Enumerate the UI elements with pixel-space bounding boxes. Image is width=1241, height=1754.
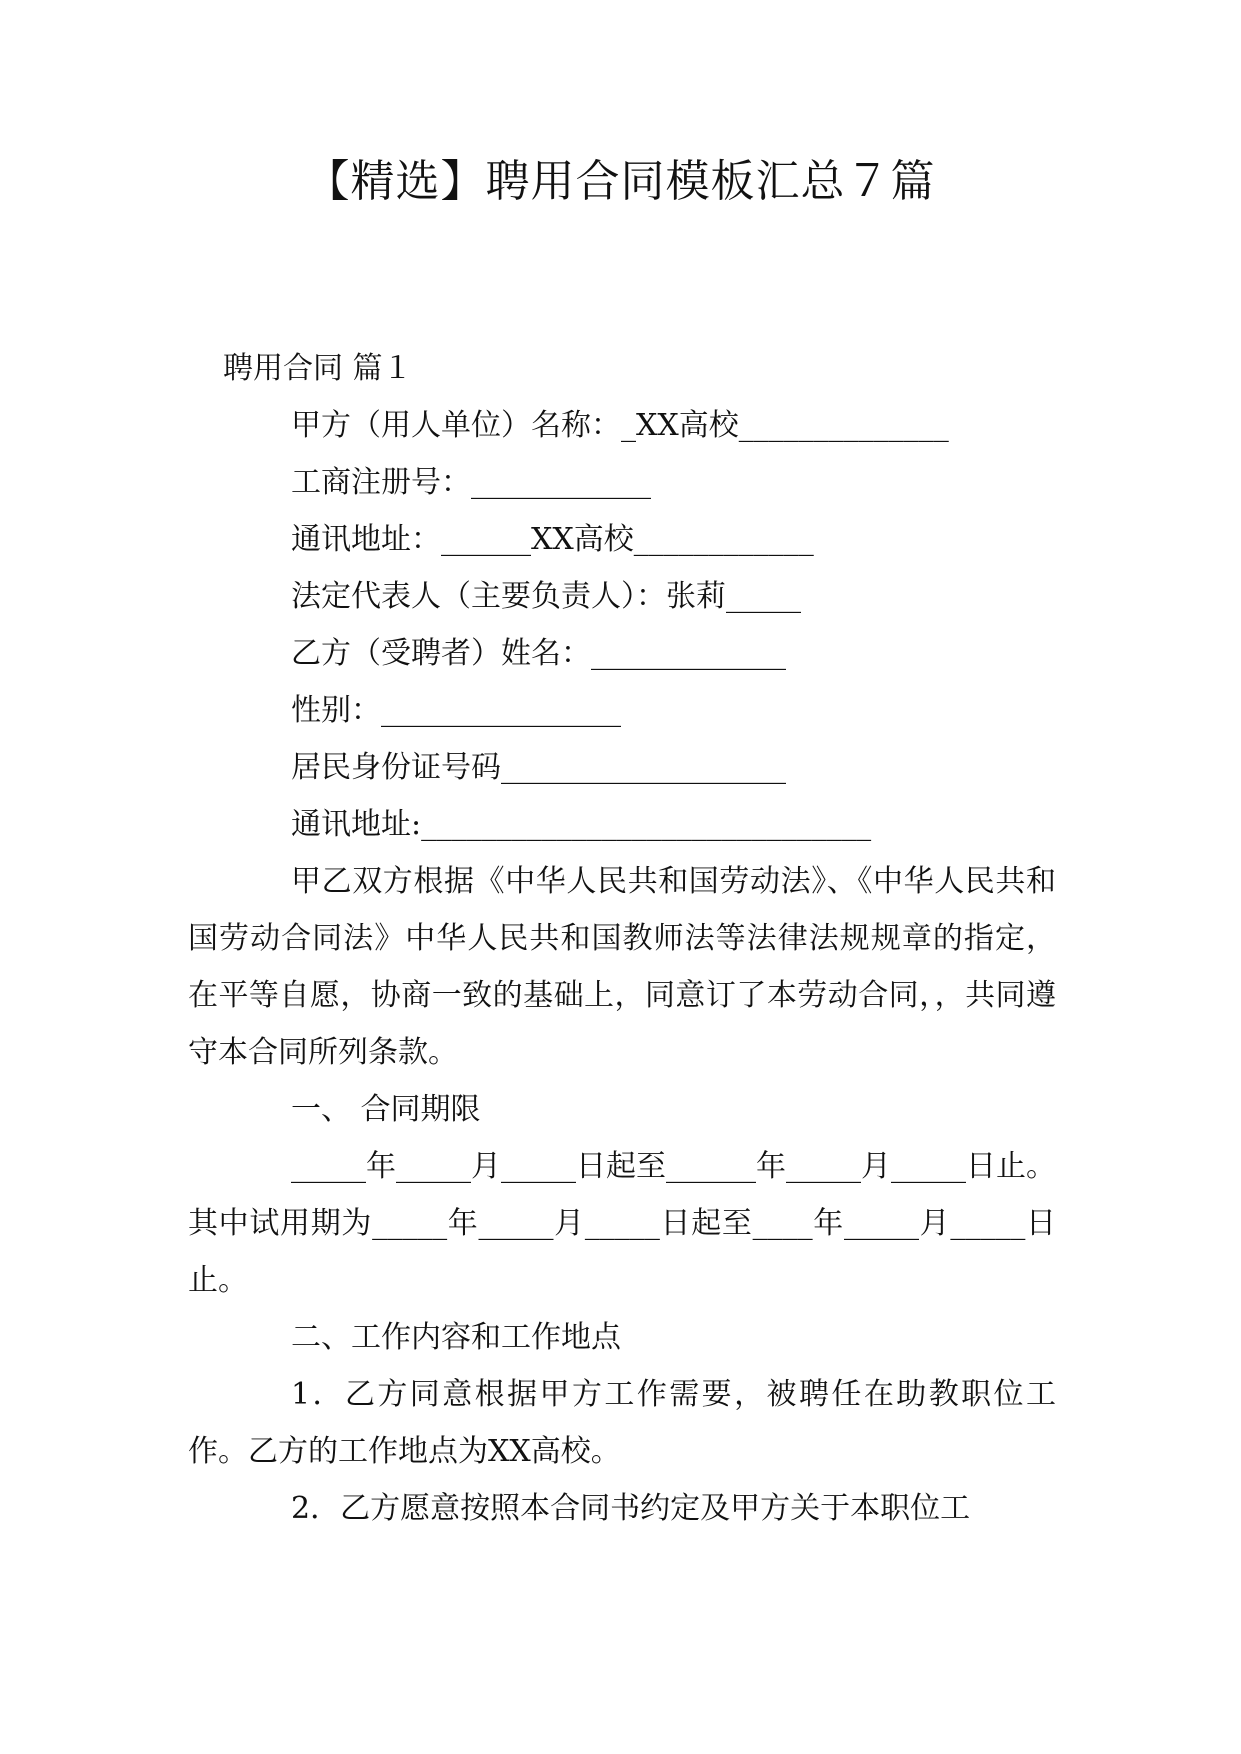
intro-paragraph: 甲乙双方根据《中华人民共和国劳动法》、《中华人民共和国劳动合同法》中华人民共和国教师法等法律法规规章的指定，在平等自愿，协商一致的基础上，同意订了本劳动合同，，共同遵守本合同所列条款。 (188, 864, 1056, 1070)
field-gender: 性别：________________ (291, 693, 621, 728)
clause-2-title: 二、工作内容和工作地点 (291, 1320, 621, 1355)
field-id-number: 居民身份证号码___________________ (291, 750, 786, 785)
document-body (188, 340, 1056, 1537)
field-legal-representative: 法定代表人（主要负责人）：张莉_____ (291, 579, 801, 614)
clause-1-text: _____年_____月_____日起至______年_____月_____日止。其中试用期为_____年_____月_____日起至____年_____月_____日止。 (188, 1149, 1056, 1298)
field-employer-address: 通讯地址：______XX高校____________ (291, 522, 814, 557)
section-heading: 聘用合同 篇１ (223, 351, 413, 386)
document-title: 【精选】聘用合同模板汇总７篇 (305, 156, 936, 207)
clause-1-title: 一、 合同期限 (291, 1092, 481, 1127)
clause-2-item-1: 1．乙方同意根据甲方工作需要，被聘任在助教职位工作。乙方的工作地点为XX高校。 (188, 1377, 1056, 1469)
field-employee-name: 乙方（受聘者）姓名：_____________ (291, 636, 786, 671)
clause-2-item-2: 2．乙方愿意按照本合同书约定及甲方关于本职位工 (291, 1491, 971, 1526)
field-registration-number: 工商注册号：____________ (291, 465, 651, 500)
field-employee-address: 通讯地址:______________________________ (291, 807, 872, 842)
field-employer-name: 甲方（用人单位）名称：_XX高校______________ (291, 408, 949, 443)
